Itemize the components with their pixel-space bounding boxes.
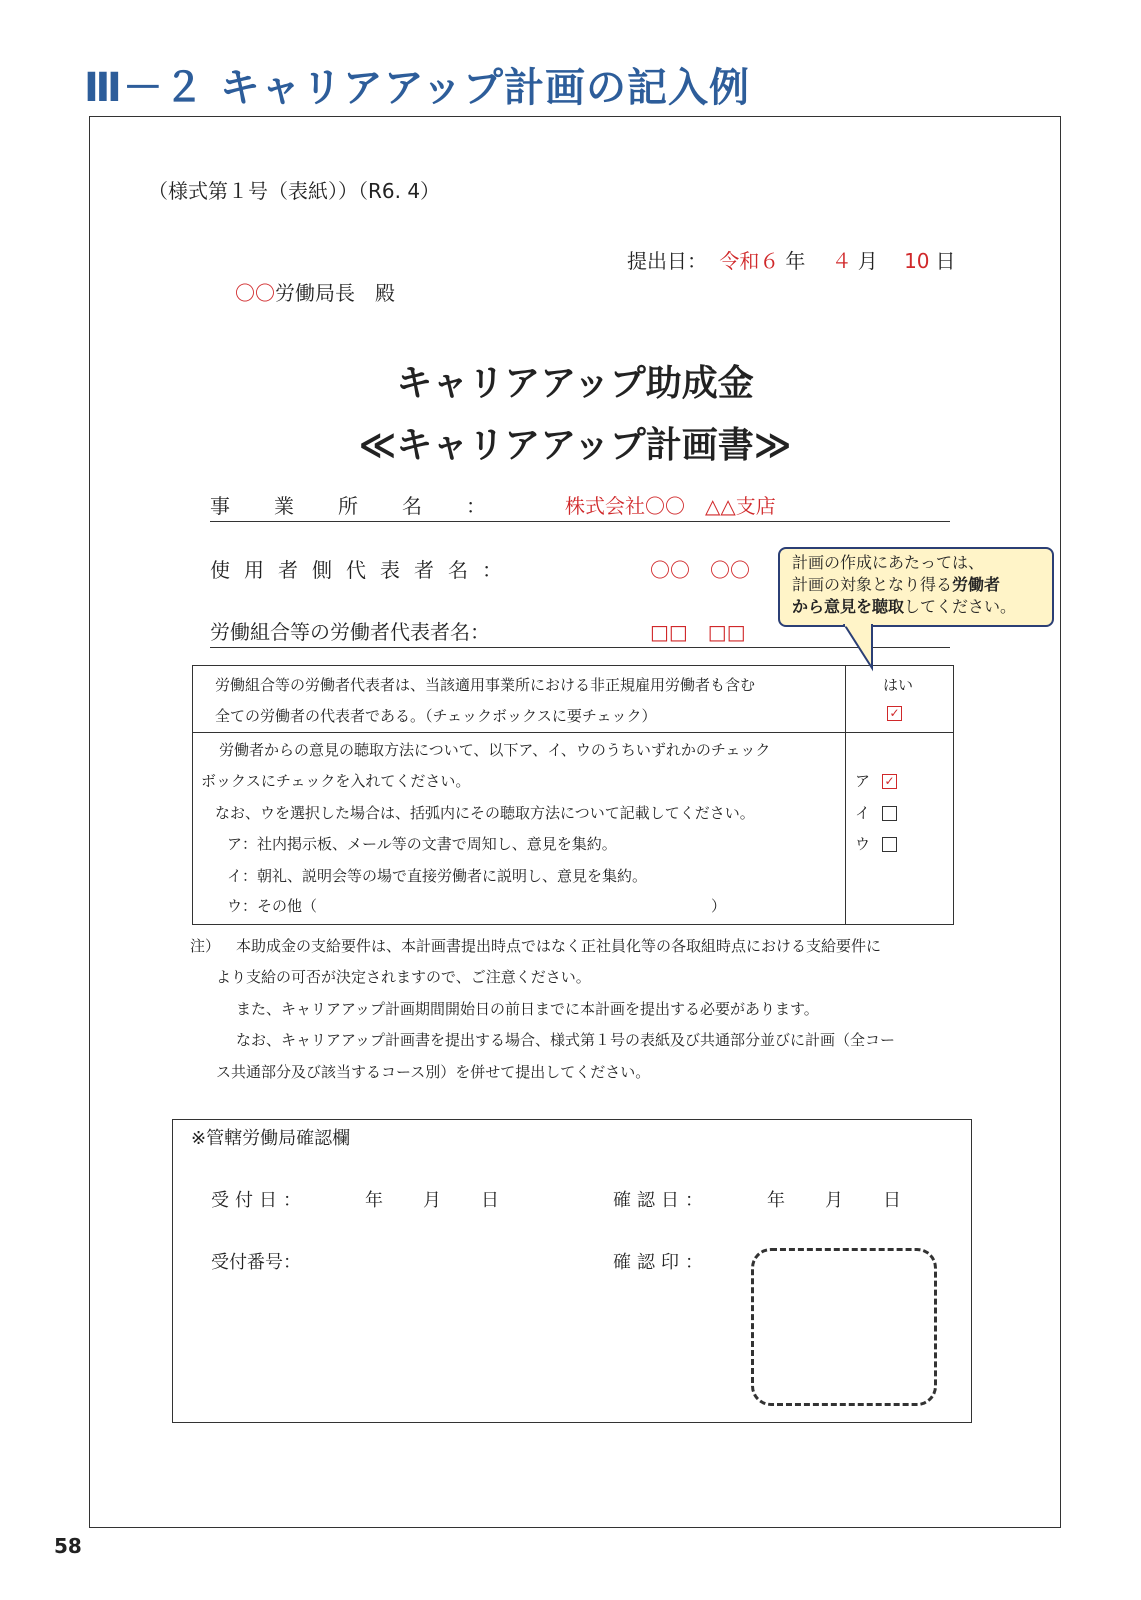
confirm-month: 月 bbox=[825, 1190, 843, 1211]
confirmation-box bbox=[172, 1119, 972, 1423]
callout-text: してください。 bbox=[904, 597, 1017, 616]
callout-emphasis: 労働者 bbox=[952, 575, 1001, 594]
submission-month: ４ bbox=[831, 249, 852, 273]
day-unit: 日 bbox=[935, 249, 956, 273]
employer-rep-value: 〇〇 〇〇 bbox=[650, 558, 750, 582]
submission-day: 10 bbox=[904, 249, 930, 273]
table-divider bbox=[193, 732, 953, 733]
receipt-year: 年 bbox=[365, 1190, 383, 1211]
submission-date-label: 提出日： bbox=[627, 249, 707, 273]
union-rep-label: 労働組合等の労働者代表者名： bbox=[210, 620, 490, 644]
submission-date bbox=[627, 245, 962, 274]
receipt-number-label: 受付番号： bbox=[211, 1252, 301, 1273]
receipt-day: 日 bbox=[481, 1190, 499, 1211]
callout-line bbox=[792, 574, 1052, 596]
row2-text: なお、ウを選択した場合は、括弧内にその聴取方法について記載してください。 bbox=[215, 804, 755, 822]
note-line: より支給の可否が決定されますので、ご注意ください。 bbox=[216, 968, 591, 986]
callout-pointer bbox=[842, 624, 902, 672]
option-i-label: イ bbox=[855, 804, 871, 822]
callout-text: 計画の対象となり得る bbox=[792, 575, 953, 594]
note-line: また、キャリアアップ計画期間開始日の前日までに本計画を提出する必要があります。 bbox=[236, 1000, 819, 1018]
yes-checkbox[interactable]: ✓ bbox=[887, 706, 902, 721]
callout-line bbox=[792, 596, 1052, 618]
option-a-label: ア bbox=[855, 772, 871, 790]
row1-text: 労働組合等の労働者代表者は、当該適用事業所における非正規雇用労働者も含む bbox=[215, 676, 756, 694]
option-u-close: ） bbox=[711, 897, 727, 915]
note-line: ス共通部分及び該当するコース別）を併せて提出してください。 bbox=[216, 1063, 651, 1081]
form-number: （様式第１号（表紙））（R6. 4） bbox=[148, 179, 441, 203]
form-subtitle: ≪キャリアアップ計画書≫ bbox=[358, 425, 792, 466]
note-line: 本助成金の支給要件は、本計画書提出時点ではなく正社員化等の各取組時点における支給要件に bbox=[236, 937, 882, 955]
employer-rep-label: 使用者側代表者名： bbox=[210, 558, 516, 582]
note-line: なお、キャリアアップ計画書を提出する場合、様式第１号の表紙及び共通部分並びに計画（全コー bbox=[236, 1031, 895, 1049]
month-unit: 月 bbox=[857, 249, 878, 273]
addressee-name: 〇〇 bbox=[235, 281, 275, 305]
option-u-checkbox[interactable] bbox=[882, 837, 897, 852]
row2-text: ボックスにチェックを入れてください。 bbox=[201, 772, 471, 790]
submission-era-year: 令和６ bbox=[719, 249, 780, 273]
notes-prefix: 注） bbox=[190, 937, 221, 955]
row1-text: 全ての労働者の代表者である。（チェックボックスに要チェック） bbox=[215, 707, 657, 725]
addressee bbox=[235, 277, 395, 306]
year-unit: 年 bbox=[785, 249, 806, 273]
option-a-text: ア：社内掲示板、メール等の文書で周知し、意見を集約。 bbox=[227, 835, 617, 853]
addressee-suffix: 労働局長 殿 bbox=[275, 281, 395, 305]
callout-line: 計画の作成にあたっては、 bbox=[792, 553, 985, 572]
callout-emphasis: から意見を聴取 bbox=[792, 597, 905, 616]
option-a-checkbox[interactable]: ✓ bbox=[882, 774, 897, 789]
option-u-label: ウ bbox=[855, 835, 871, 853]
confirmation-title: ※管轄労働局確認欄 bbox=[191, 1128, 351, 1149]
representative-table bbox=[192, 665, 954, 925]
yes-label: はい bbox=[883, 676, 914, 694]
section-heading: Ⅲ－２ キャリアアップ計画の記入例 bbox=[84, 65, 750, 111]
confirm-year: 年 bbox=[767, 1190, 785, 1211]
receipt-date-label: 受付日： bbox=[211, 1190, 307, 1211]
option-u-text: ウ：その他（ bbox=[227, 897, 318, 915]
table-divider bbox=[845, 666, 846, 924]
application-form bbox=[89, 116, 1061, 1528]
office-label: 事業所名： bbox=[210, 494, 530, 518]
advice-callout bbox=[778, 547, 1054, 627]
row2-text: 労働者からの意見の聴取方法について、以下ア、イ、ウのうちいずれかのチェック bbox=[219, 741, 771, 759]
option-i-text: イ：朝礼、説明会等の場で直接労働者に説明し、意見を集約。 bbox=[227, 867, 648, 885]
page-number: 58 bbox=[54, 1534, 82, 1558]
office-name-row bbox=[210, 487, 950, 522]
seal-area bbox=[751, 1248, 937, 1406]
confirm-day: 日 bbox=[883, 1190, 901, 1211]
option-i-checkbox[interactable] bbox=[882, 806, 897, 821]
office-value: 株式会社〇〇 △△支店 bbox=[565, 494, 776, 518]
confirm-date-label: 確認日： bbox=[613, 1190, 709, 1211]
receipt-month: 月 bbox=[423, 1190, 441, 1211]
union-rep-value: □□ □□ bbox=[650, 620, 746, 644]
confirm-seal-label: 確認印： bbox=[613, 1252, 709, 1273]
form-title: キャリアアップ助成金 bbox=[396, 363, 754, 404]
